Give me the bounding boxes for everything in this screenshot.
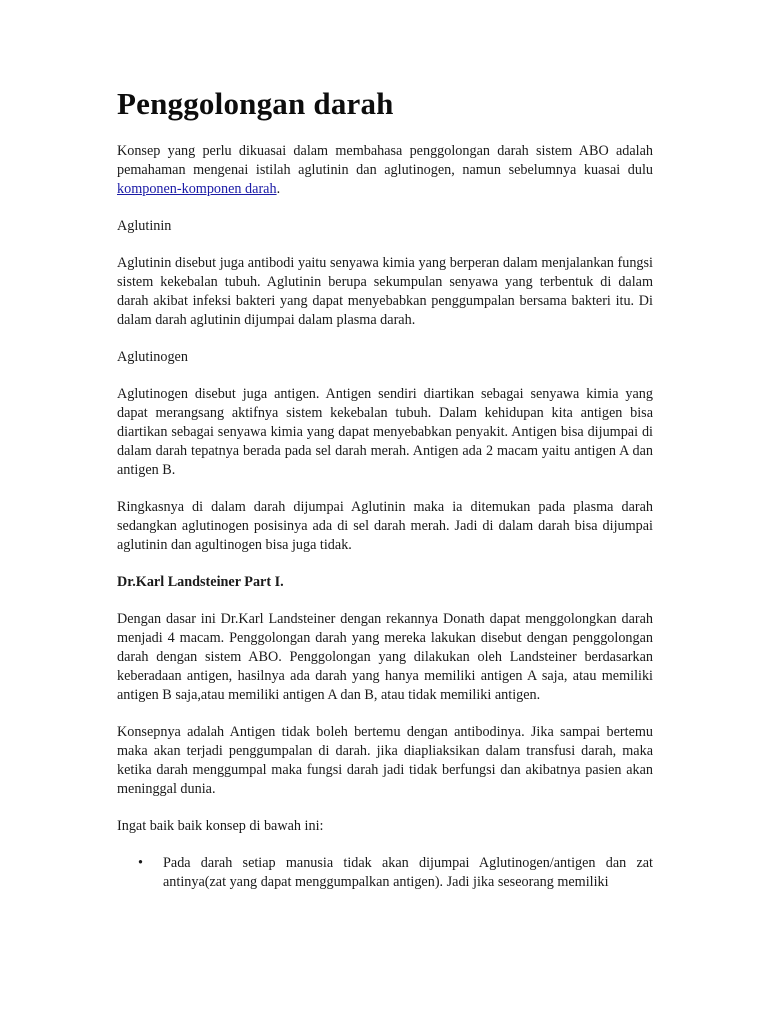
section-body-aglutinogen: Aglutinogen disebut juga antigen. Antigen sendiri diartikan sebagai senyawa kimia yang dapat merangsang aktifnya sistem kekebalan tubuh. Dalam kehidupan kita antigen bisa diartikan sebagai senyawa kimia yang dapat menyebabkan penyakit. Antigen bisa dijumpai di dalam darah tepatnya berada pada sel darah merah. Antigen ada 2 macam yaitu antigen A dan antigen B. — [117, 386, 653, 478]
landsteiner-paragraph-2: Konsepnya adalah Antigen tidak boleh bertemu dengan antibodinya. Jika sampai bertemu maka akan terjadi penggumpalan di darah. jika diapliaksikan dalam transfusi darah, maka ketika darah menggumpal maka fungsi darah jadi tidak berfungsi dan akibatnya pasien akan meninggal dunia. — [117, 724, 653, 797]
intro-paragraph — [117, 142, 653, 199]
summary-paragraph: Ringkasnya di dalam darah dijumpai Aglutinin maka ia ditemukan pada plasma darah sedangkan aglutinogen posisinya ada di sel darah merah. Jadi di dalam darah bisa dijumpai aglutinin dan agultinogen bisa juga tidak. — [117, 499, 653, 553]
section-heading-aglutinin: Aglutinin — [117, 218, 172, 234]
intro-text-end: . — [276, 181, 281, 197]
document-page — [117, 84, 653, 892]
bullet-icon: • — [138, 855, 143, 871]
landsteiner-paragraph-3: Ingat baik baik konsep di bawah ini: — [117, 818, 324, 834]
list-item-text: Pada darah setiap manusia tidak akan dijumpai Aglutinogen/antigen dan zat antinya(zat yang dapat menggumpalkan antigen). Jadi jika seseorang memiliki — [163, 855, 653, 890]
section-heading-aglutinogen: Aglutinogen — [117, 349, 188, 365]
page-title: Penggolongan darah — [117, 86, 394, 121]
komponen-darah-link[interactable]: komponen-komponen darah — [117, 181, 277, 197]
landsteiner-heading: Dr.Karl Landsteiner Part I. — [117, 574, 284, 590]
landsteiner-paragraph-1: Dengan dasar ini Dr.Karl Landsteiner dengan rekannya Donath dapat menggolongkan darah menjadi 4 macam. Penggolongan darah yang mereka lakukan disebut dengan penggolongan darah dengan sistem ABO. Penggolongan yang dilakukan oleh Landsteiner berdasarkan keberadaan antigen, hasilnya ada darah yang hanya memiliki antigen A saja, atau memiliki antigen B saja,atau memiliki antigen A dan B, atau tidak memiliki antigen. — [117, 611, 653, 703]
section-body-aglutinin: Aglutinin disebut juga antibodi yaitu senyawa kimia yang berperan dalam menjalankan fungsi sistem kekebalan tubuh. Aglutinin berupa sekumpulan senyawa yang terbentuk di dalam darah akibat infeksi bakteri yang dapat menyebabkan penggumpalan bersama bakteri itu. Di dalam darah aglutinin dijumpai dalam plasma darah. — [117, 255, 653, 328]
intro-text: Konsep yang perlu dikuasai dalam membahasa penggolongan darah sistem ABO adalah pemahaman mengenai istilah aglutinin dan aglutinogen, namun sebelumnya kuasai dulu — [117, 143, 653, 178]
list-item — [138, 854, 653, 892]
concept-list — [117, 854, 653, 892]
